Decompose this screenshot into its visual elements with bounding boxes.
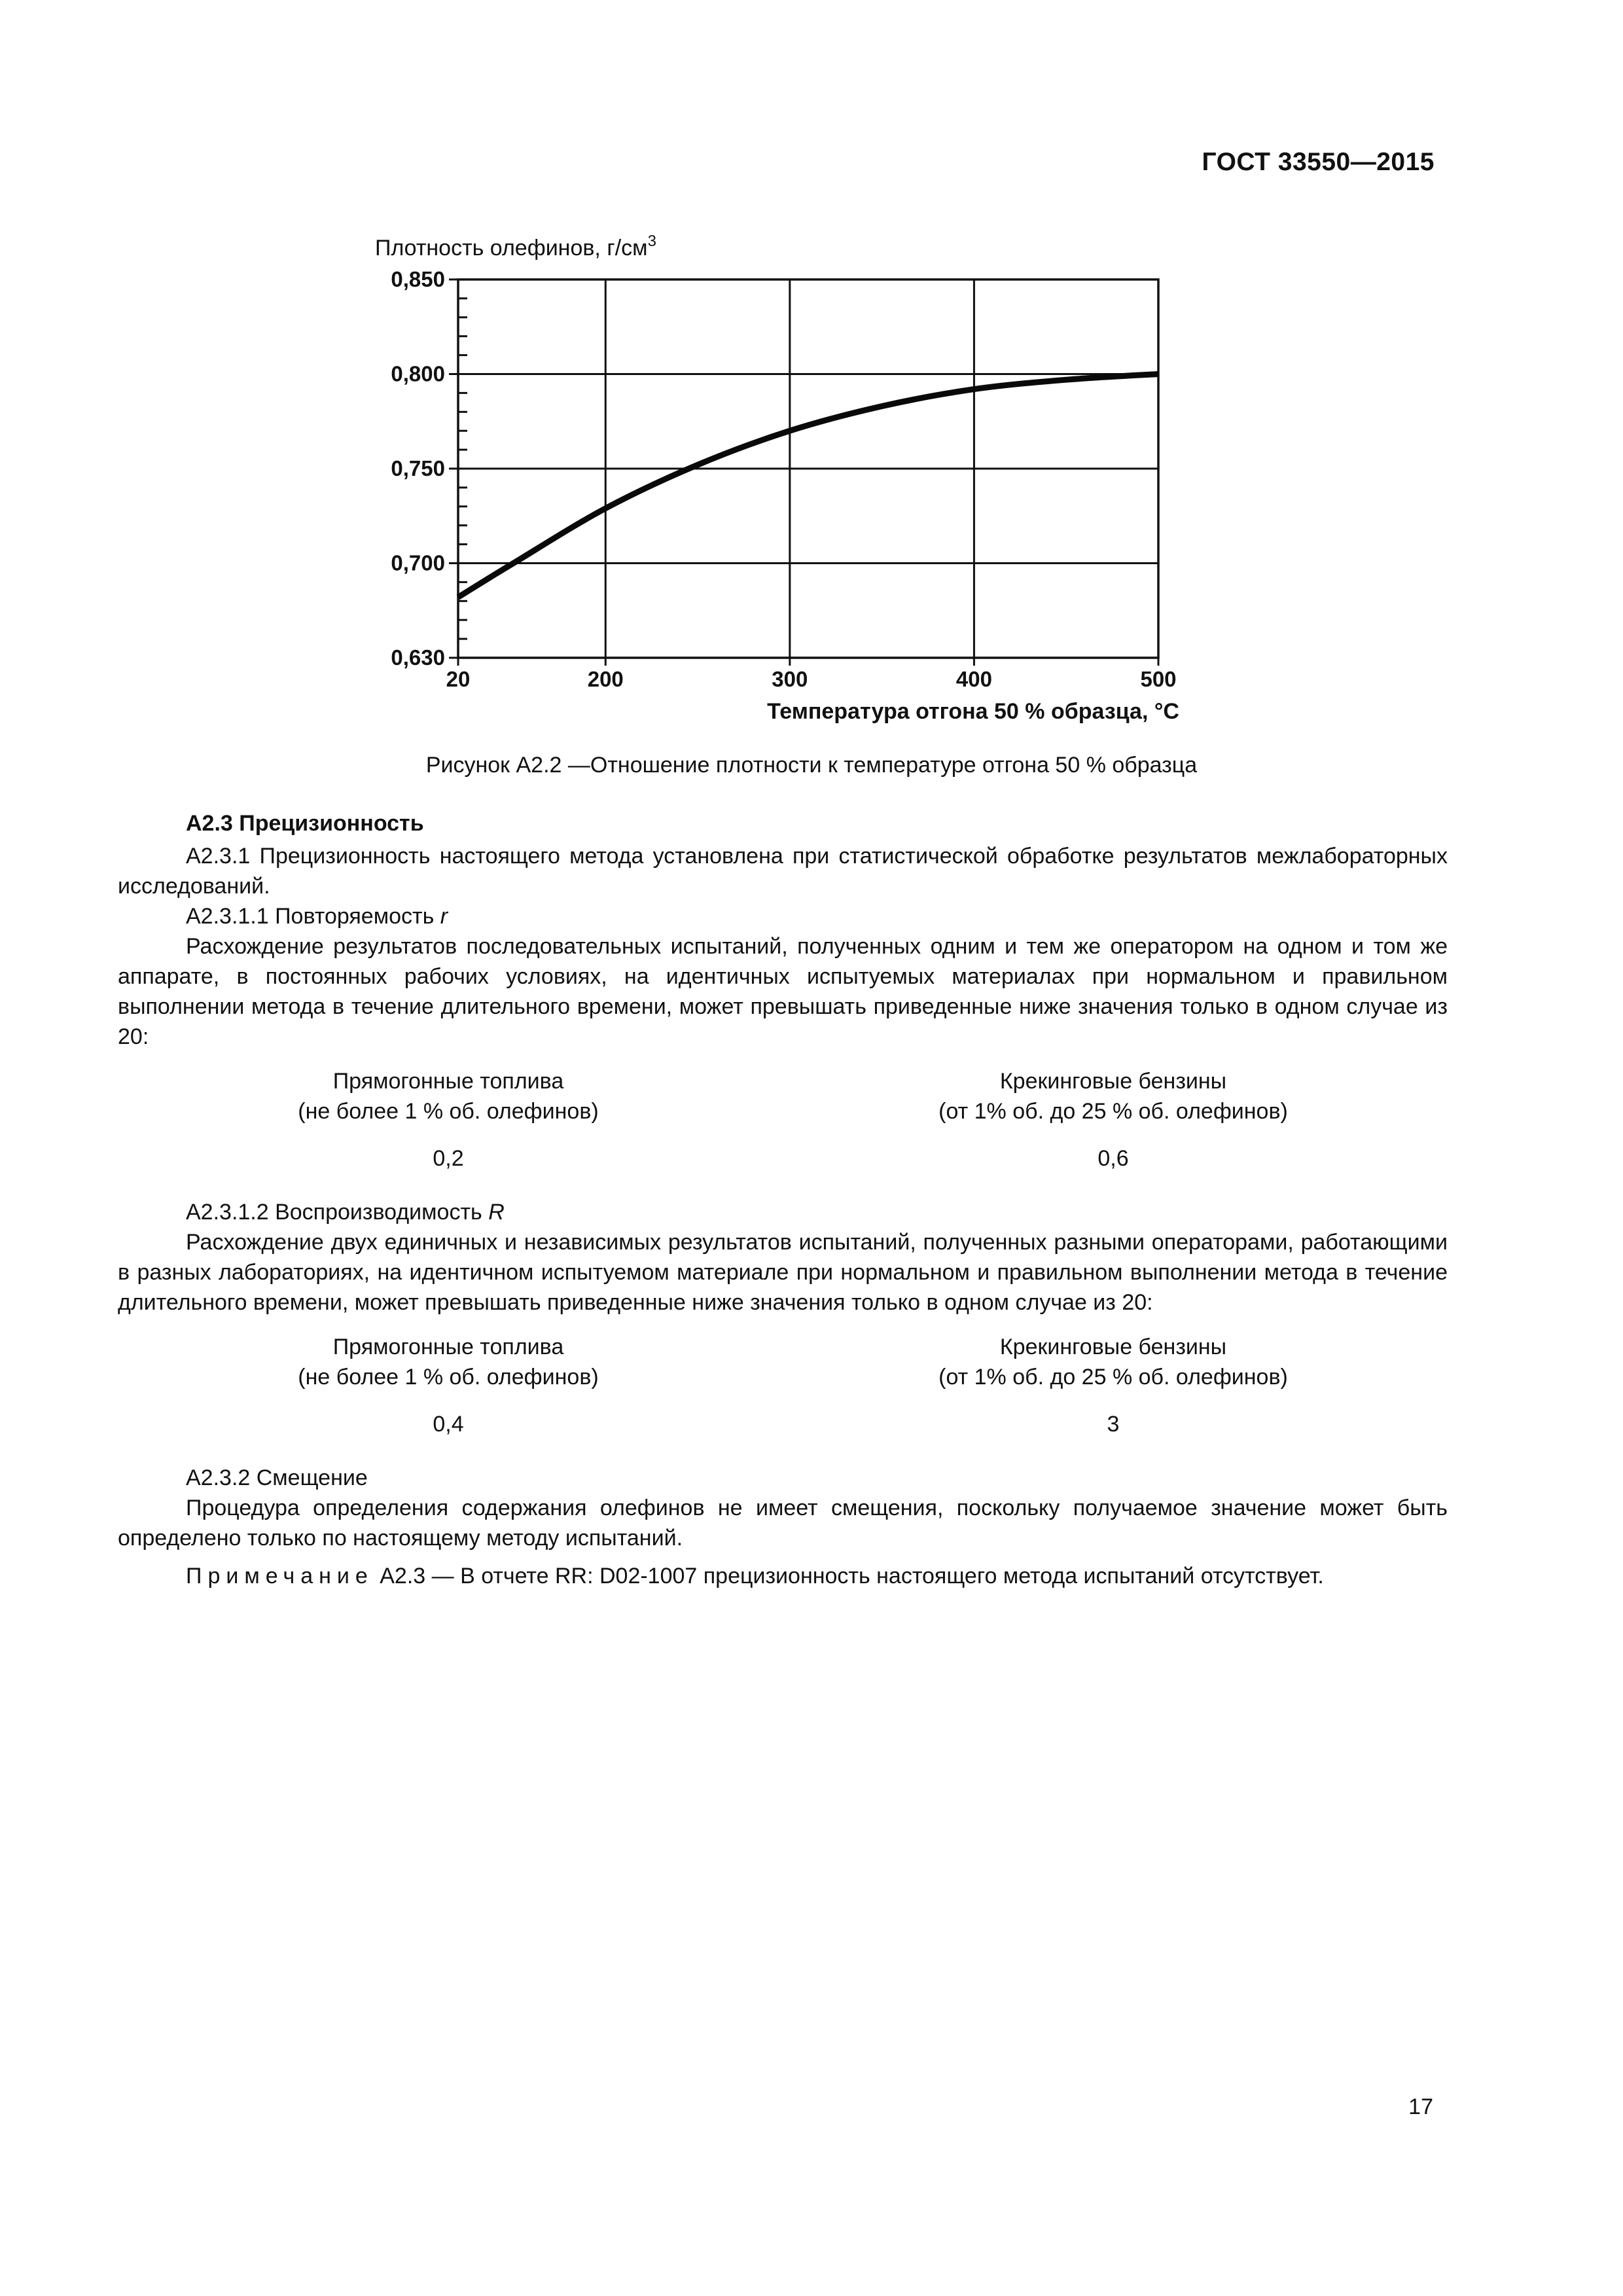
chart-x-axis-label: Температура отгона 50 % образца, °С [767, 699, 1179, 724]
reproducibility-values [118, 1409, 1448, 1439]
repeatability-symbol: r [440, 904, 448, 929]
precision-paragraph: А2.3.1 Прецизионность настоящего метода установлена при статистической обработке результатов межлабораторных исследований. [118, 844, 1448, 899]
chart-y-tick-label: 0,800 [391, 361, 445, 386]
repeatability-right-value: 0,6 [1097, 1146, 1129, 1171]
reproducibility-right-header [779, 1332, 1448, 1392]
chart-y-tick-label: 0,630 [391, 645, 445, 670]
chart-y-axis-label-sup: 3 [647, 232, 656, 250]
page-number: 17 [1408, 2094, 1433, 2119]
repeatability-heading-text: А2.3.1.1 Повторяемость [186, 904, 440, 929]
repeatability-paragraph: Расхождение результатов последовательных испытаний, полученных одним и тем же оператором на одном и том же аппарате, в постоянных рабочих условиях, на идентичных испытуемых материалах при нормальном и правильном выполнении метода в течение длительного времени, может превышать приведенные ниже значения только в одном случае из 20: [118, 934, 1448, 1049]
chart-grid [458, 279, 1158, 658]
reproducibility-left-header [118, 1332, 779, 1392]
repeatability-right-line2: (от 1% об. до 25 % об. олефинов) [938, 1099, 1288, 1124]
chart-y-axis-label-text: Плотность олефинов, г/см [375, 236, 648, 260]
figure-caption: Рисунок А2.2 —Отношение плотности к температуре отгона 50 % образца [425, 753, 1198, 778]
reproducibility-left-line2: (не более 1 % об. олефинов) [298, 1365, 599, 1390]
chart-x-ticks [446, 667, 1177, 691]
repeatability-right-header [779, 1066, 1448, 1126]
reproducibility-heading [118, 1197, 1448, 1227]
chart-x-tick-label: 200 [587, 667, 624, 691]
reproducibility-heading-text: А2.3.1.2 Воспроизводимость [186, 1200, 489, 1225]
chart-x-tick-label: 500 [1140, 667, 1177, 691]
reproducibility-paragraph: Расхождение двух единичных и независимых результатов испытаний, полученных разными операторами, работающими в разных лабораториях, на идентичном испытуемом материале при нормальном и правильном выполнении метода в течение длительного времени, может превышать приведенные ниже значения только в одном случае из 20: [118, 1230, 1448, 1315]
repeatability-left-line2: (не более 1 % об. олефинов) [298, 1099, 599, 1124]
bias-paragraph: Процедура определения содержания олефинов не имеет смещения, поскольку получаемое значение может быть определено только по настоящему методу испытаний. [118, 1496, 1448, 1551]
note-label: Примечание [186, 1564, 374, 1588]
document-code-header: ГОСТ 33550—2015 [1202, 148, 1435, 176]
bias-heading: А2.3.2 Смещение [186, 1465, 368, 1490]
section-title: А2.3 Прецизионность [186, 811, 424, 836]
repeatability-left-header [118, 1066, 779, 1126]
reproducibility-right-line2: (от 1% об. до 25 % об. олефинов) [938, 1365, 1288, 1390]
repeatability-left-value: 0,2 [433, 1146, 464, 1171]
chart-x-tick-label: 300 [772, 667, 808, 691]
density-chart [353, 223, 1204, 740]
chart-y-tick-label: 0,700 [391, 550, 445, 575]
reproducibility-right-line1: Крекинговые бензины [999, 1335, 1227, 1359]
chart-minor-ticks [449, 279, 1158, 666]
reproducibility-symbol: R [488, 1200, 505, 1225]
repeatability-values [118, 1143, 1448, 1174]
chart-svg [353, 223, 1204, 740]
note [118, 1561, 1448, 1591]
section-body [118, 808, 1448, 1591]
repeatability-right-line1: Крекинговые бензины [999, 1069, 1227, 1094]
reproducibility-left-line1: Прямогонные топлива [332, 1335, 564, 1359]
reproducibility-left-value: 0,4 [433, 1412, 464, 1437]
repeatability-heading [118, 901, 1448, 931]
repeatability-left-line1: Прямогонные топлива [332, 1069, 564, 1094]
chart-x-tick-label: 400 [955, 667, 992, 691]
repeatability-table [118, 1066, 1448, 1126]
chart-y-ticks [391, 267, 445, 670]
reproducibility-right-value: 3 [1107, 1412, 1120, 1437]
chart-y-axis-label [375, 232, 656, 260]
chart-x-tick-label: 20 [446, 667, 471, 691]
chart-y-tick-label: 0,750 [391, 456, 445, 480]
chart-y-tick-label: 0,850 [391, 267, 445, 291]
note-text: А2.3 — В отчете RR: D02-1007 прецизионность настоящего метода испытаний отсутствует. [373, 1564, 1324, 1588]
reproducibility-table [118, 1332, 1448, 1392]
